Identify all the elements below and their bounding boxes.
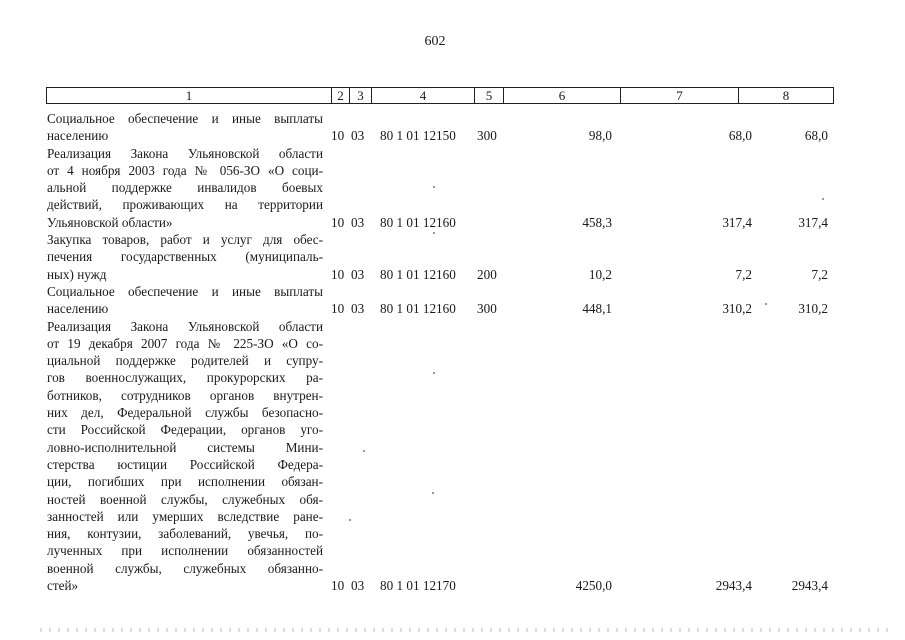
header-col-2: 2 [331, 88, 349, 103]
table-row [0, 145, 905, 231]
amount-col-6: 10,2 [588, 266, 612, 282]
description-line: ботников, сотрудников органов внутрен- [47, 387, 323, 403]
row-values [0, 214, 905, 231]
description-line: Реализация Закона Ульяновской области [47, 145, 323, 161]
table-header [46, 87, 834, 104]
section-code: 10 [331, 578, 345, 594]
scan-speck [432, 492, 434, 494]
description-line: гов военнослужащих, прокурорских ра- [47, 370, 323, 386]
amount-col-6: 458,3 [582, 214, 612, 230]
header-col-1: 1 [185, 88, 193, 103]
header-col-5: 5 [474, 88, 503, 103]
amount-col-7: 7,2 [735, 266, 752, 282]
target-article-code: 80 1 01 12160 [380, 266, 456, 282]
amount-col-8: 317,4 [798, 214, 828, 230]
table-row [0, 318, 905, 595]
amount-col-8: 2943,4 [791, 578, 828, 594]
amount-col-6: 448,1 [582, 301, 612, 317]
scan-edge-noise [40, 628, 890, 632]
scan-speck [433, 186, 435, 188]
description-line: ния, контузии, заболеваний, увечья, по- [47, 526, 323, 542]
row-values [0, 127, 905, 144]
scan-speck [349, 519, 351, 521]
description-line: циальной поддержке родителей и супру- [47, 353, 323, 369]
description-line: от 4 ноября 2003 года № 056-ЗО «О соци- [47, 162, 323, 178]
amount-col-7: 2943,4 [715, 578, 752, 594]
description-line: ных) нужд [47, 266, 107, 282]
description-line: ловно-исполнительной системы Мини- [47, 439, 323, 455]
description-line: печения государственных (муниципаль- [47, 249, 323, 265]
scan-speck [433, 372, 435, 374]
description-line: населению [47, 128, 109, 144]
description-line: лученных при исполнении обязанностей [47, 543, 323, 559]
expense-type-code: 200 [477, 266, 497, 282]
section-code: 10 [331, 214, 345, 230]
table-row [0, 231, 905, 283]
description-line: Социальное обеспечение и иные выплаты [47, 283, 323, 299]
table-body [0, 110, 905, 594]
amount-col-6: 4250,0 [575, 578, 612, 594]
header-col-7: 7 [620, 88, 738, 103]
description-line: альной поддержке инвалидов боевых [47, 180, 323, 196]
target-article-code: 80 1 01 12160 [380, 301, 456, 317]
description-line: Ульяновской области» [47, 214, 173, 230]
table-row [0, 110, 905, 145]
description-line: Реализация Закона Ульяновской области [47, 318, 323, 334]
amount-col-6: 98,0 [588, 128, 612, 144]
subsection-code: 03 [351, 301, 365, 317]
description-line: от 19 декабря 2007 года № 225-ЗО «О со- [47, 335, 323, 351]
section-code: 10 [331, 301, 345, 317]
subsection-code: 03 [351, 578, 365, 594]
amount-col-8: 310,2 [798, 301, 828, 317]
description-line: них дел, Федеральной службы безопасно- [47, 405, 323, 421]
row-values [0, 266, 905, 283]
description-line: действий, проживающих на территории [47, 197, 323, 213]
scan-speck [363, 450, 365, 452]
header-col-4: 4 [371, 88, 474, 103]
subsection-code: 03 [351, 128, 365, 144]
section-code: 10 [331, 266, 345, 282]
table-row [0, 283, 905, 318]
page-number: 602 [424, 34, 446, 49]
description-line: ностей военной службы, служебных обя- [47, 491, 323, 507]
section-code: 10 [331, 128, 345, 144]
scan-speck [433, 232, 435, 234]
description-line: стерства юстиции Российской Федера- [47, 456, 323, 472]
expense-type-code: 300 [477, 301, 497, 317]
description-line: занностей или умерших вследствие ране- [47, 508, 323, 524]
description-line: стей» [47, 578, 79, 594]
scan-speck [822, 198, 824, 200]
description-line: Социальное обеспечение и иные выплаты [47, 111, 323, 126]
subsection-code: 03 [351, 214, 365, 230]
description-line: военной службы, служебных обязанно- [47, 560, 323, 576]
target-article-code: 80 1 01 12170 [380, 578, 456, 594]
row-values [0, 577, 905, 594]
expense-type-code: 300 [477, 128, 497, 144]
target-article-code: 80 1 01 12150 [380, 128, 456, 144]
amount-col-7: 317,4 [722, 214, 752, 230]
target-article-code: 80 1 01 12160 [380, 214, 456, 230]
amount-col-7: 68,0 [728, 128, 752, 144]
description-line: ции, погибших при исполнении обязан- [47, 474, 323, 490]
row-values [0, 300, 905, 317]
amount-col-8: 7,2 [811, 266, 828, 282]
amount-col-8: 68,0 [804, 128, 828, 144]
row-description [47, 318, 323, 595]
description-line: Закупка товаров, работ и услуг для обес- [47, 232, 323, 248]
subsection-code: 03 [351, 266, 365, 282]
header-col-8: 8 [738, 88, 833, 103]
amount-col-7: 310,2 [722, 301, 752, 317]
scan-speck [765, 303, 767, 305]
header-col-3: 3 [349, 88, 371, 103]
description-line: сти Российской Федерации, органов уго- [47, 422, 323, 438]
header-col-6: 6 [503, 88, 620, 103]
description-line: населению [47, 301, 109, 317]
